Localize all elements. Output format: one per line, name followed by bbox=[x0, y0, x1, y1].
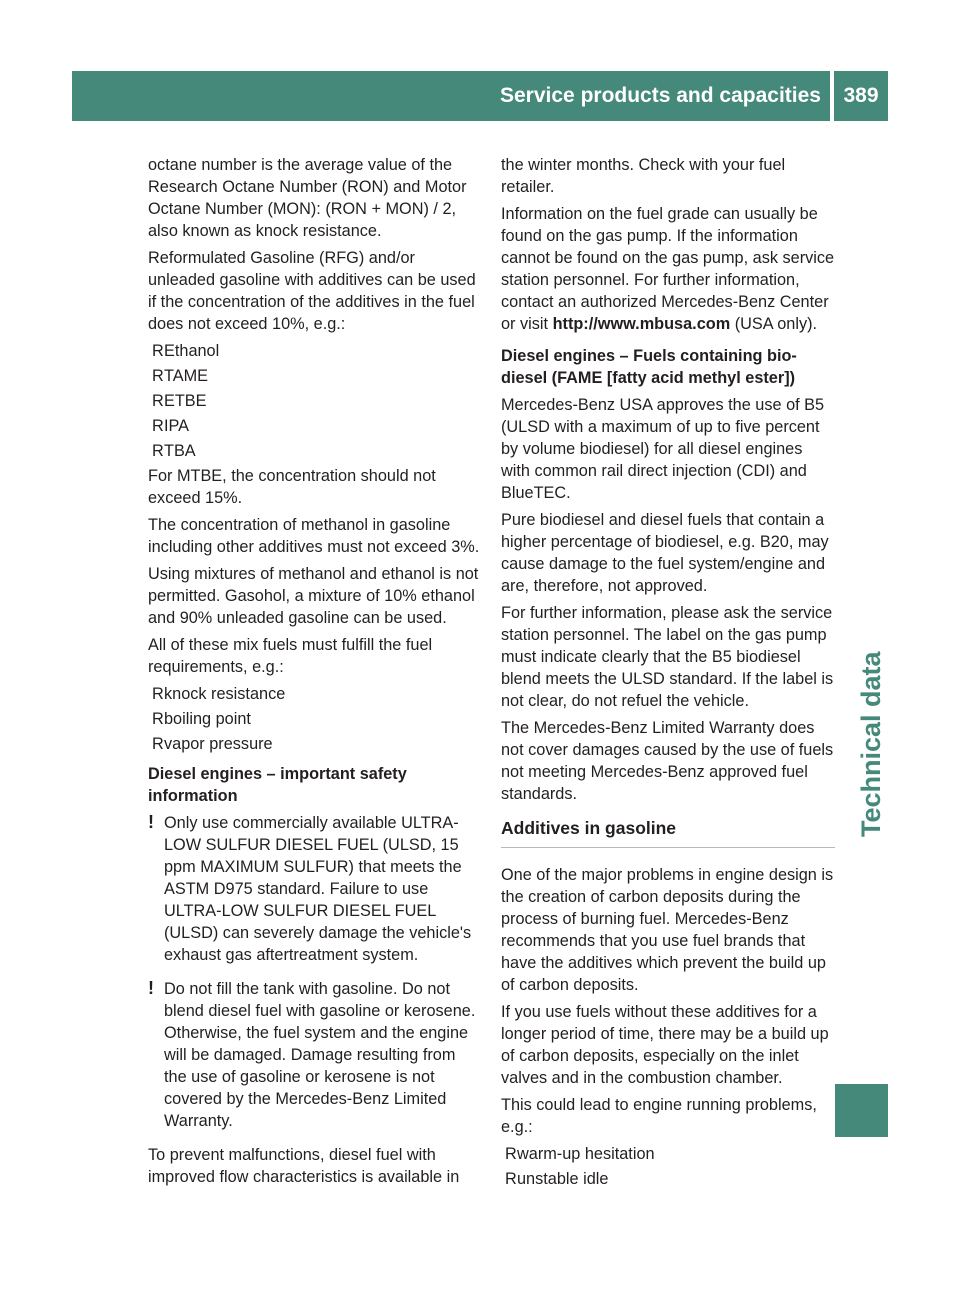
mbusa-link[interactable]: http://www.mbusa.com bbox=[552, 315, 731, 333]
page-number: 389 bbox=[843, 84, 879, 107]
list-item: R TBA bbox=[152, 442, 196, 460]
paragraph: Mercedes-Benz USA approves the use of B5 (ULSD with a maximum of up to five percent by volume biodiesel) for all diesel engines with common rail direct injection (CDI) and BlueTEC. bbox=[501, 396, 825, 502]
paragraph: the winter months. Check with your fuel retailer. bbox=[501, 156, 786, 196]
list-item: R TAME bbox=[152, 367, 209, 385]
bullet-marker: R bbox=[505, 1145, 517, 1163]
list-item: R ETBE bbox=[152, 392, 207, 410]
warning-note: ! Do not fill the tank with gasoline. Do not blend diesel fuel with gasoline or kerosene. Otherwise, the fuel system and the engine will be damaged. Damage resulting from the use of gasoline or kerosene is not covered by the Mercedes-Benz Limited Warranty. bbox=[148, 978, 476, 1130]
right-column bbox=[501, 154, 835, 1193]
paragraph: This could lead to engine running problems, e.g.: bbox=[501, 1096, 817, 1136]
bullet-marker: R bbox=[152, 367, 164, 385]
paragraph: One of the major problems in engine design is the creation of carbon deposits during the process of burning fuel. Mercedes-Benz recommends that you use fuel brands that have the additives which prevent the build up of carbon deposits. bbox=[501, 866, 834, 994]
warning-note: ! Only use commercially available ULTRA-LOW SULFUR DIESEL FUEL (ULSD, 15 ppm MAXIMUM SULFUR) that meets the ASTM D975 standard. Failure to use ULTRA-LOW SULFUR DIESEL FUEL (ULSD) can severely damage the vehicle's exhaust gas aftertreatment system. bbox=[148, 812, 472, 964]
side-tab-marker bbox=[835, 1084, 888, 1137]
list-item: R unstable idle bbox=[505, 1170, 609, 1188]
paragraph: For further information, please ask the service station personnel. The label on the gas pump must indicate clearly that the B5 biodiesel blend meets the ULSD standard. If the label is not clear, do not refuel the vehicle. bbox=[501, 604, 834, 710]
page-title: Service products and capacities bbox=[500, 84, 821, 107]
exclamation-icon: ! bbox=[148, 978, 154, 998]
paragraph: All of these mix fuels must fulfill the fuel requirements, e.g.: bbox=[148, 636, 433, 676]
exclamation-icon: ! bbox=[148, 812, 154, 832]
bullet-marker: R bbox=[152, 685, 164, 703]
bullet-marker: R bbox=[152, 710, 164, 728]
bullet-marker: R bbox=[152, 417, 164, 435]
list-item: R boiling point bbox=[152, 710, 251, 728]
bullet-marker: R bbox=[152, 342, 164, 360]
header-divider bbox=[830, 71, 834, 121]
subheading-biodiesel: Diesel engines – Fuels containing bio-diesel (FAME [fatty acid methyl ester]) bbox=[501, 347, 797, 387]
list-item: R vapor pressure bbox=[152, 735, 273, 753]
paragraph: The concentration of methanol in gasoline including other additives must not exceed 3%. bbox=[148, 516, 480, 556]
paragraph: The Mercedes-Benz Limited Warranty does not cover damages caused by the use of fuels not meeting Mercedes-Benz approved fuel standards. bbox=[501, 719, 834, 803]
bullet-marker: R bbox=[152, 442, 164, 460]
paragraph: Information on the fuel grade can usually be found on the gas pump. If the information cannot be found on the gas pump, ask service station personnel. For further information, contact an authorized Mercedes-Benz Center or visit http://www.mbusa.com (USA only). bbox=[501, 205, 835, 333]
paragraph: Pure biodiesel and diesel fuels that contain a higher percentage of biodiesel, e.g. B20, may cause damage to the fuel system/engine and are, therefore, not approved. bbox=[501, 511, 829, 595]
section-heading-additives: Additives in gasoline bbox=[501, 811, 835, 848]
bullet-marker: R bbox=[505, 1170, 517, 1188]
side-tab-label: Technical data bbox=[856, 651, 886, 837]
left-column bbox=[148, 154, 482, 1188]
paragraph: If you use fuels without these additives for a longer period of time, there may be a build up of carbon deposits, especially on the inlet valves and in the combustion chamber. bbox=[501, 1003, 829, 1087]
list-item: R IPA bbox=[152, 417, 190, 435]
list-item: R Ethanol bbox=[152, 342, 220, 360]
list-item: R knock resistance bbox=[152, 685, 286, 703]
bullet-marker: R bbox=[152, 735, 164, 753]
subheading-diesel-safety: Diesel engines – important safety information bbox=[148, 765, 407, 805]
paragraph: For MTBE, the concentration should not exceed 15%. bbox=[148, 467, 436, 507]
bullet-marker: R bbox=[152, 392, 164, 410]
paragraph: To prevent malfunctions, diesel fuel with improved flow characteristics is available in bbox=[148, 1146, 460, 1186]
paragraph: Using mixtures of methanol and ethanol is not permitted. Gasohol, a mixture of 10% ethanol and 90% unleaded gasoline can be used. bbox=[148, 565, 479, 627]
side-tab-strip bbox=[835, 121, 888, 1178]
paragraph: octane number is the average value of the Research Octane Number (RON) and Motor Octane Number (MON): (RON + MON) / 2, also known as knock resistance. bbox=[148, 156, 467, 240]
list-item: R warm-up hesitation bbox=[505, 1145, 655, 1163]
paragraph: Reformulated Gasoline (RFG) and/or unleaded gasoline with additives can be used if the concentration of the additives in the fuel does not exceed 10%, e.g.: bbox=[148, 249, 476, 333]
